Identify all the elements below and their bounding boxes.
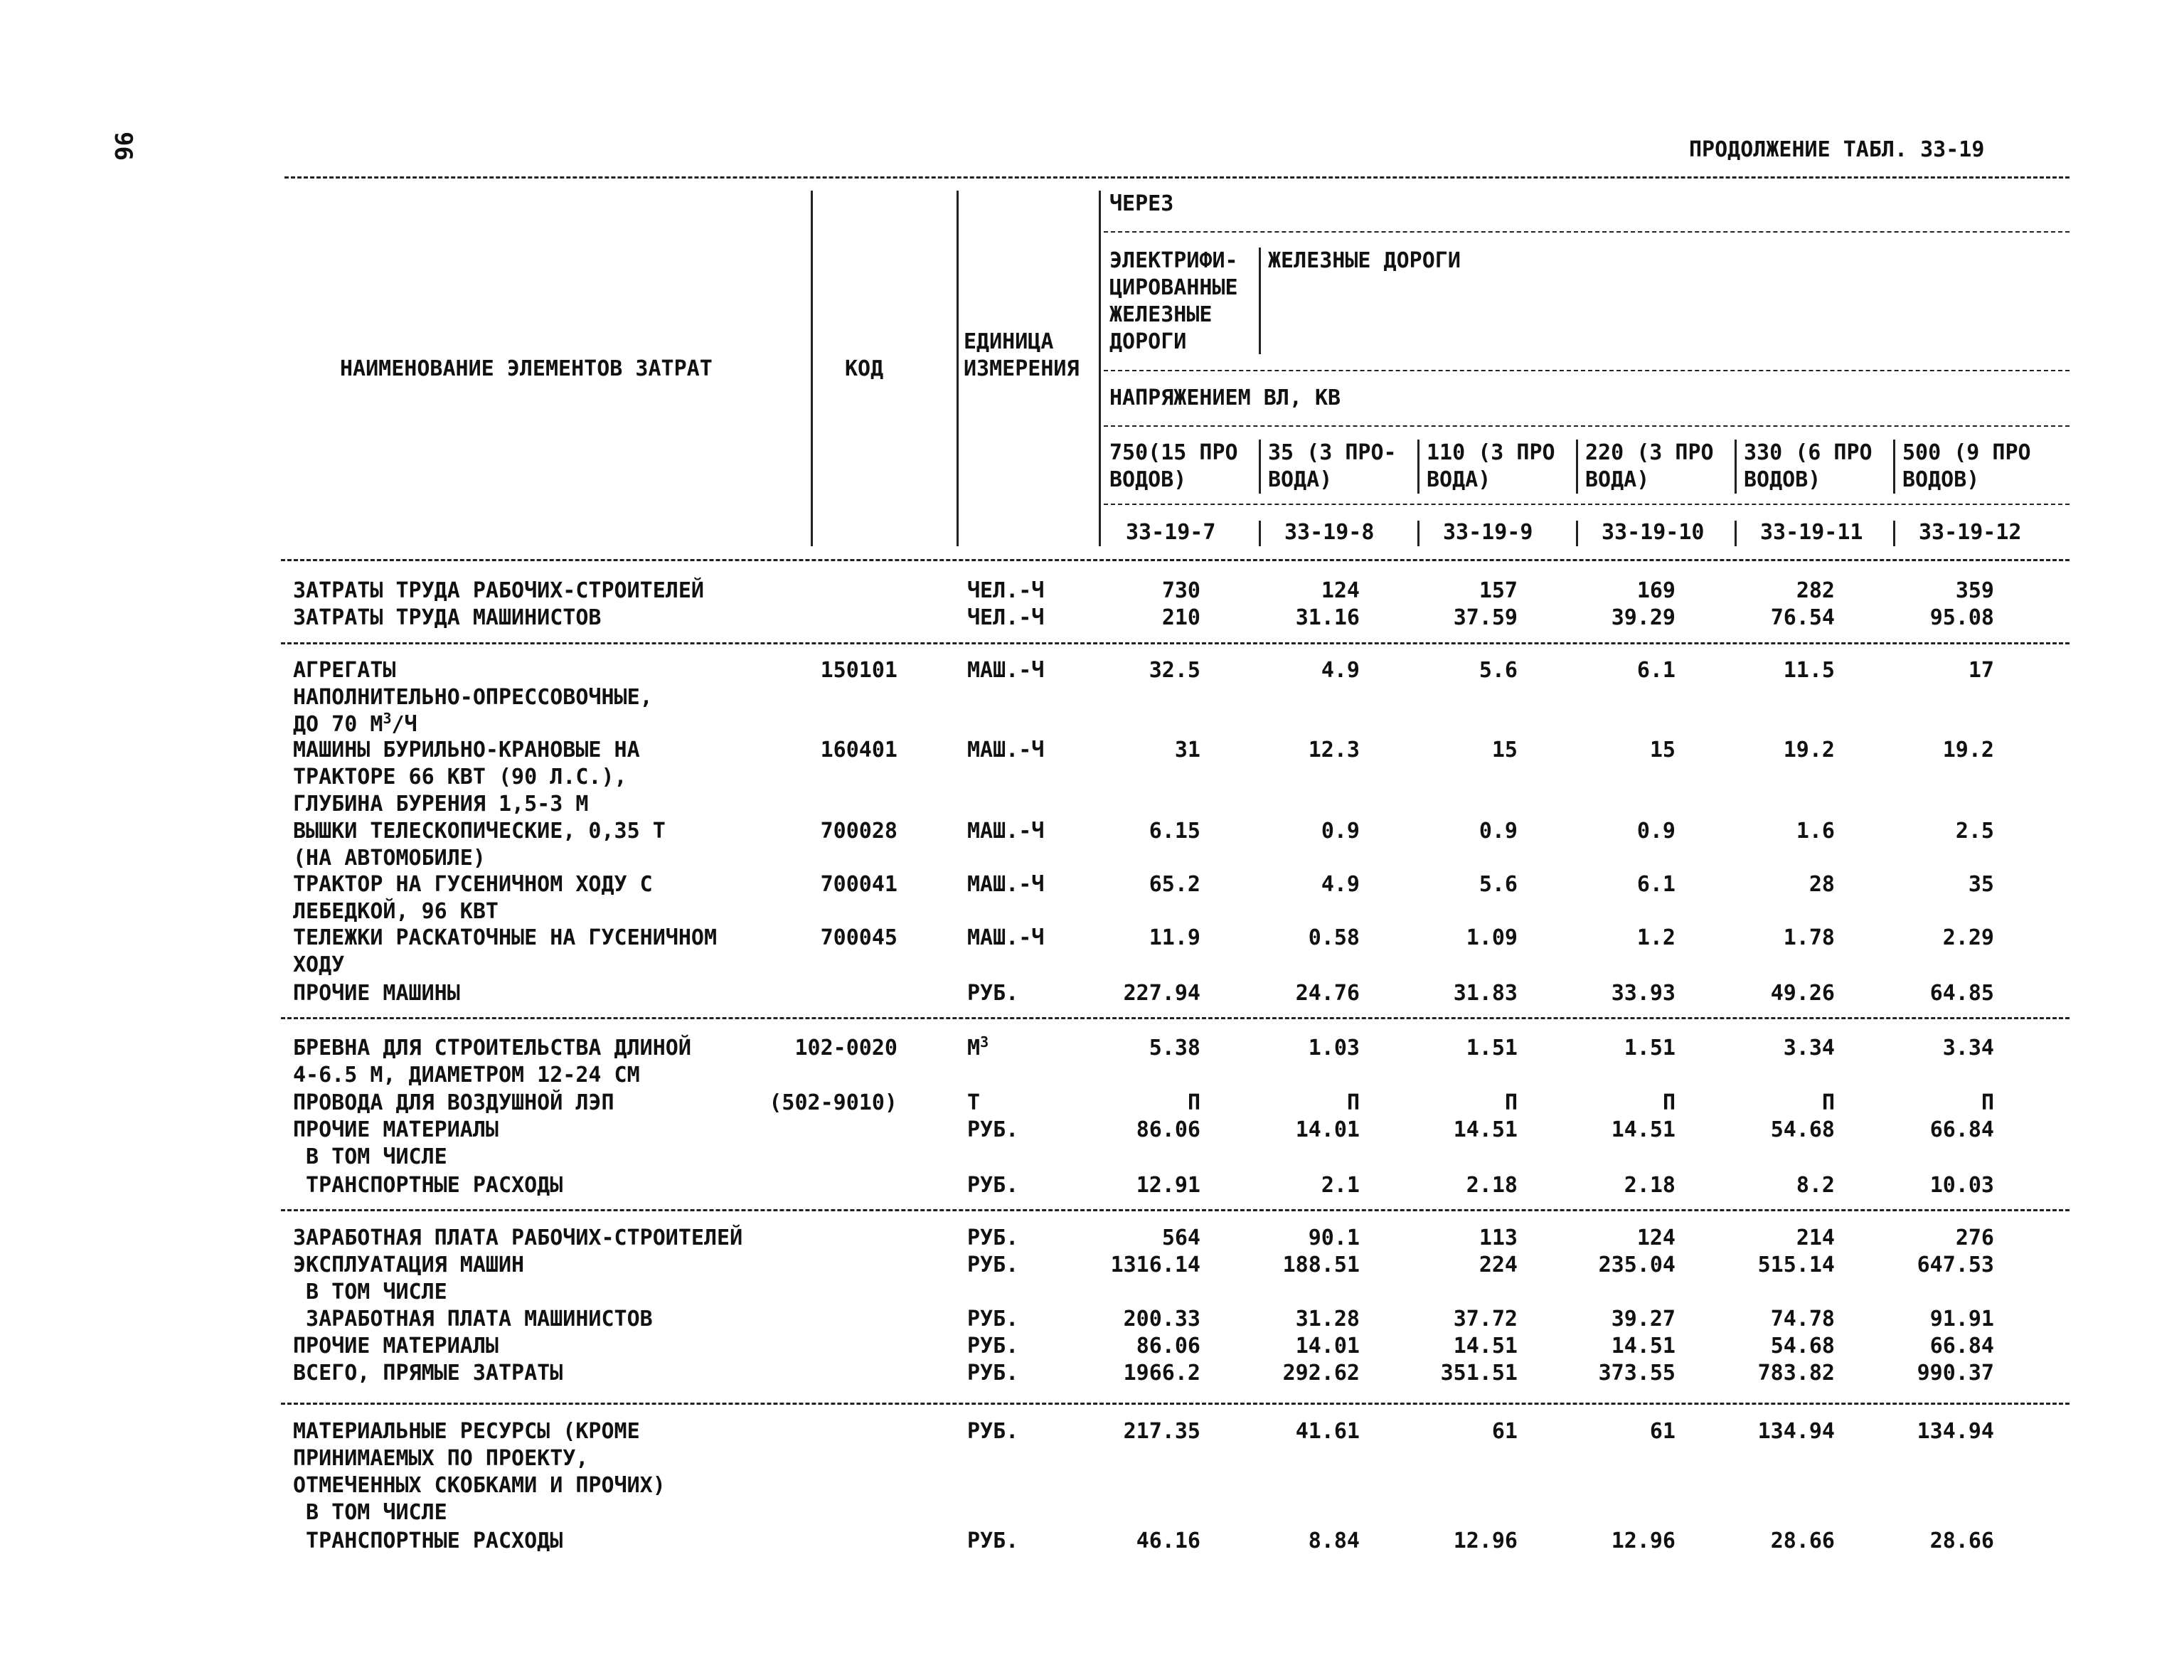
row-value: 1966.2 [1123,1361,1200,1386]
row-value: 515.14 [1757,1253,1835,1277]
row-value: 2.29 [1942,925,1994,950]
row-value: 76.54 [1770,605,1835,630]
row-name-line: ПРОЧИЕ МАШИНЫ [293,981,460,1006]
row-name-line: ТРАНСПОРТНЫЕ РАСХОДЫ [293,1173,563,1198]
col-code-4: 33-19-10 [1602,520,1705,545]
row-unit: РУБ. [967,1334,1019,1359]
row-value: 28.66 [1770,1529,1835,1553]
row-name-line: ПРОЧИЕ МАТЕРИАЛЫ [293,1334,499,1359]
header-elec-rail-2: ЦИРОВАННЫЕ [1109,275,1238,300]
header-divider [1259,521,1261,546]
row-value: 1.09 [1466,925,1518,950]
row-value: 1.6 [1796,819,1835,844]
header-divider [811,191,813,546]
row-value: 91.91 [1929,1307,1994,1331]
row-value: 39.29 [1611,605,1676,630]
header-elec-rail-4: ДОРОГИ [1109,329,1187,354]
header-rule [1104,231,2070,233]
row-code: 102-0020 [794,1036,897,1060]
row-name-line: ТРАНСПОРТНЫЕ РАСХОДЫ [293,1529,563,1553]
row-value: 46.16 [1136,1529,1200,1553]
page-number: 96 [109,132,137,161]
header-rule [1104,504,2070,505]
row-value: П [1662,1090,1676,1115]
row-code: 700041 [820,872,897,897]
row-value: 66.84 [1929,1334,1994,1359]
row-value: 12.96 [1611,1529,1676,1553]
row-value: 564 [1161,1226,1200,1250]
row-unit: РУБ. [967,981,1019,1006]
row-value: 54.68 [1770,1117,1835,1142]
row-code: (502-9010) [769,1090,897,1115]
row-unit: МАШ.-Ч [967,738,1045,762]
row-name-line: МАШИНЫ БУРИЛЬНО-КРАНОВЫЕ НА [293,738,640,762]
header-through: ЧЕРЕЗ [1109,191,1174,216]
row-value: 8.84 [1308,1529,1360,1553]
row-value: 647.53 [1917,1253,1994,1277]
header-divider [1259,440,1261,494]
row-value: 2.1 [1321,1173,1360,1198]
row-value: 31 [1174,738,1200,762]
row-value: 64.85 [1929,981,1994,1006]
row-value: 235.04 [1598,1253,1676,1277]
header-divider [1735,440,1737,494]
row-name-line: ОТМЕЧЕННЫХ СКОБКАМИ И ПРОЧИХ) [293,1473,666,1498]
row-name-line: В ТОМ ЧИСЛЕ [293,1500,447,1525]
row-name-line: ВСЕГО, ПРЯМЫЕ ЗАТРАТЫ [293,1361,563,1386]
row-value: 37.59 [1453,605,1518,630]
row-value: 1.51 [1466,1036,1518,1060]
table-caption: ПРОДОЛЖЕНИЕ ТАБЛ. 33-19 [1689,137,1985,162]
col-code-2: 33-19-8 [1284,520,1375,545]
row-value: 6.1 [1636,872,1676,897]
row-name-line: ТРАКТОР НА ГУСЕНИЧНОМ ХОДУ С [293,872,653,897]
row-unit: РУБ. [967,1419,1019,1444]
row-name-line: ВЫШКИ ТЕЛЕСКОПИЧЕСКИЕ, 0,35 Т [293,819,666,844]
col-header-1-line2: ВОДОВ) [1109,467,1187,492]
row-value: 11.9 [1149,925,1200,950]
row-value: 19.2 [1942,738,1994,762]
row-value: 19.2 [1783,738,1835,762]
header-divider [1893,440,1895,494]
col-code-1: 33-19-7 [1126,520,1216,545]
row-value: 14.51 [1611,1334,1676,1359]
col-header-4-line2: ВОДА) [1585,467,1650,492]
row-name-line: ДО 70 $М^3/Ч$ [293,710,417,737]
row-value: 224 [1479,1253,1518,1277]
row-value: 61 [1649,1419,1676,1444]
row-value: 227.94 [1123,981,1200,1006]
row-value: 61 [1491,1419,1518,1444]
row-value: 0.9 [1636,819,1676,844]
row-name-line: ПРИНИМАЕМЫХ ПО ПРОЕКТУ, [293,1446,589,1471]
row-value: 4.9 [1321,872,1360,897]
row-name-line: АГРЕГАТЫ [293,658,396,683]
row-value: 2.18 [1466,1173,1518,1198]
row-value: 5.38 [1149,1036,1200,1060]
row-unit: МАШ.-Ч [967,872,1045,897]
row-name-line: МАТЕРИАЛЬНЫЕ РЕСУРСЫ (КРОМЕ [293,1419,640,1444]
row-value: 217.35 [1123,1419,1200,1444]
row-value: П [1346,1090,1360,1115]
header-divider [1417,521,1419,546]
row-value: 6.15 [1149,819,1200,844]
row-value: 0.9 [1321,819,1360,844]
row-value: 14.51 [1453,1334,1518,1359]
row-value: 65.2 [1149,872,1200,897]
header-rail: ЖЕЛЕЗНЫЕ ДОРОГИ [1268,248,1461,273]
row-name-line: БРЕВНА ДЛЯ СТРОИТЕЛЬСТВА ДЛИНОЙ [293,1036,691,1060]
rule-header-bottom [281,559,2070,561]
rule-section [281,1017,2070,1019]
row-value: 2.18 [1624,1173,1676,1198]
row-value: 11.5 [1783,658,1835,683]
row-value: 12.3 [1308,738,1360,762]
header-rule [1104,425,2070,427]
row-value: 8.2 [1796,1173,1835,1198]
col-header-5-line2: ВОДОВ) [1744,467,1821,492]
row-value: 35 [1968,872,1994,897]
header-divider [1576,440,1578,494]
row-value: 6.1 [1636,658,1676,683]
rule-section [281,642,2070,644]
row-name-line: ПРОВОДА ДЛЯ ВОЗДУШНОЙ ЛЭП [293,1090,614,1115]
row-unit: РУБ. [967,1529,1019,1553]
row-value: 783.82 [1757,1361,1835,1386]
row-value: 214 [1796,1226,1835,1250]
col-code-3: 33-19-9 [1443,520,1533,545]
row-value: 1.2 [1636,925,1676,950]
header-divider [1576,521,1578,546]
row-value: 292.62 [1282,1361,1360,1386]
row-value: 15 [1491,738,1518,762]
row-value: 28 [1809,872,1835,897]
rule-section [281,1209,2070,1211]
row-value: 14.51 [1453,1117,1518,1142]
row-name-line: НАПОЛНИТЕЛЬНО-ОПРЕССОВОЧНЫЕ, [293,685,653,710]
header-name: НАИМЕНОВАНИЕ ЭЛЕМЕНТОВ ЗАТРАТ [340,356,713,381]
row-value: 134.94 [1917,1419,1994,1444]
row-value: 113 [1479,1226,1518,1250]
row-value: 95.08 [1929,605,1994,630]
row-name-line: ЗАТРАТЫ ТРУДА РАБОЧИХ-СТРОИТЕЛЕЙ [293,578,704,603]
row-unit: РУБ. [967,1226,1019,1250]
row-value: 359 [1955,578,1994,603]
rule-section [281,1403,2070,1405]
row-name-line: ЛЕБЕДКОЙ, 96 КВТ [293,899,499,924]
row-unit: РУБ. [967,1173,1019,1198]
row-value: 351.51 [1440,1361,1518,1386]
row-value: 14.01 [1295,1117,1360,1142]
row-name-line: ЗАРАБОТНАЯ ПЛАТА МАШИНИСТОВ [293,1307,653,1331]
row-value: 90.1 [1308,1226,1360,1250]
row-value: 37.72 [1453,1307,1518,1331]
row-value: 33.93 [1611,981,1676,1006]
row-unit: РУБ. [967,1253,1019,1277]
row-unit: МАШ.-Ч [967,925,1045,950]
row-value: П [1187,1090,1200,1115]
row-value: 24.76 [1295,981,1360,1006]
row-unit: РУБ. [967,1307,1019,1331]
row-value: 210 [1161,605,1200,630]
row-value: 1.78 [1783,925,1835,950]
row-value: 200.33 [1123,1307,1200,1331]
col-header-1-line1: 750(15 ПРО [1109,440,1238,465]
row-unit: $М^3$ [967,1033,989,1060]
col-header-2-line1: 35 (3 ПРО- [1268,440,1397,465]
row-value: 12.91 [1136,1173,1200,1198]
row-code: 160401 [820,738,897,762]
row-value: 15 [1649,738,1676,762]
header-divider [1417,440,1419,494]
row-name-line: ЗАТРАТЫ ТРУДА МАШИНИСТОВ [293,605,602,630]
header-elec-rail-3: ЖЕЛЕЗНЫЕ [1109,302,1213,327]
row-value: 1.03 [1308,1036,1360,1060]
row-value: 5.6 [1479,872,1518,897]
row-name-line: (НА АВТОМОБИЛЕ) [293,846,486,871]
row-value: П [1504,1090,1518,1115]
row-value: 157 [1479,578,1518,603]
col-header-4-line1: 220 (3 ПРО [1585,440,1714,465]
row-value: 1.51 [1624,1036,1676,1060]
row-value: 31.28 [1295,1307,1360,1331]
row-value: 86.06 [1136,1117,1200,1142]
row-name-line: ГЛУБИНА БУРЕНИЯ 1,5-3 М [293,792,589,817]
col-header-5-line1: 330 (6 ПРО [1744,440,1873,465]
row-unit: Т [967,1090,981,1115]
row-value: 3.34 [1942,1036,1994,1060]
row-unit: РУБ. [967,1117,1019,1142]
header-divider [1099,191,1101,546]
col-header-3-line2: ВОДА) [1427,467,1491,492]
row-name-line: В ТОМ ЧИСЛЕ [293,1280,447,1304]
row-value: 31.83 [1453,981,1518,1006]
header-divider [1259,248,1261,354]
row-value: 124 [1321,578,1360,603]
row-value: 4.9 [1321,658,1360,683]
col-code-5: 33-19-11 [1760,520,1863,545]
col-header-3-line1: 110 (3 ПРО [1427,440,1555,465]
row-name-line: ТЕЛЕЖКИ РАСКАТОЧНЫЕ НА ГУСЕНИЧНОМ [293,925,718,950]
row-value: П [1821,1090,1835,1115]
row-value: 134.94 [1757,1419,1835,1444]
header-divider [957,191,959,546]
row-name-line: В ТОМ ЧИСЛЕ [293,1144,447,1169]
row-value: 124 [1636,1226,1676,1250]
row-value: 188.51 [1282,1253,1360,1277]
row-code: 150101 [820,658,897,683]
row-value: 39.27 [1611,1307,1676,1331]
row-value: П [1981,1090,1994,1115]
row-value: 28.66 [1929,1529,1994,1553]
row-unit: ЧЕЛ.-Ч [967,578,1045,603]
row-value: 0.9 [1479,819,1518,844]
row-name-line: 4-6.5 М, ДИАМЕТРОМ 12-24 СМ [293,1063,640,1088]
row-unit: МАШ.-Ч [967,819,1045,844]
header-code: КОД [845,356,884,381]
row-value: 990.37 [1917,1361,1994,1386]
row-value: 5.6 [1479,658,1518,683]
row-unit: МАШ.-Ч [967,658,1045,683]
row-name-line: ТРАКТОРЕ 66 КВТ (90 Л.С.), [293,765,627,790]
header-rule [1104,370,2070,371]
row-value: 74.78 [1770,1307,1835,1331]
header-divider [1735,521,1737,546]
row-name-line: ПРОЧИЕ МАТЕРИАЛЫ [293,1117,499,1142]
row-value: 0.58 [1308,925,1360,950]
row-name-line: ЗАРАБОТНАЯ ПЛАТА РАБОЧИХ-СТРОИТЕЛЕЙ [293,1226,743,1250]
header-divider [1893,521,1895,546]
row-value: 31.16 [1295,605,1360,630]
row-name-line: ХОДУ [293,952,345,977]
row-value: 276 [1955,1226,1994,1250]
header-elec-rail-1: ЭЛЕКТРИФИ- [1109,248,1238,273]
row-code: 700028 [820,819,897,844]
row-value: 3.34 [1783,1036,1835,1060]
row-value: 41.61 [1295,1419,1360,1444]
row-value: 86.06 [1136,1334,1200,1359]
rule-top [284,176,2070,179]
row-value: 169 [1636,578,1676,603]
row-unit: РУБ. [967,1361,1019,1386]
row-value: 2.5 [1955,819,1994,844]
header-voltage: НАПРЯЖЕНИЕМ ВЛ, КВ [1109,386,1341,410]
col-header-2-line2: ВОДА) [1268,467,1333,492]
row-value: 32.5 [1149,658,1200,683]
row-value: 10.03 [1929,1173,1994,1198]
row-unit: ЧЕЛ.-Ч [967,605,1045,630]
row-code: 700045 [820,925,897,950]
row-value: 17 [1968,658,1994,683]
col-code-6: 33-19-12 [1919,520,2022,545]
row-value: 14.01 [1295,1334,1360,1359]
row-value: 49.26 [1770,981,1835,1006]
col-header-6-line1: 500 (9 ПРО [1902,440,2031,465]
col-header-6-line2: ВОДОВ) [1902,467,1980,492]
row-value: 730 [1161,578,1200,603]
row-value: 282 [1796,578,1835,603]
row-value: 373.55 [1598,1361,1676,1386]
row-value: 66.84 [1929,1117,1994,1142]
header-unit-1: ЕДИНИЦА [964,329,1054,354]
row-name-line: ЭКСПЛУАТАЦИЯ МАШИН [293,1253,525,1277]
header-unit-2: ИЗМЕРЕНИЯ [964,356,1080,381]
row-value: 54.68 [1770,1334,1835,1359]
row-value: 1316.14 [1110,1253,1200,1277]
row-value: 14.51 [1611,1117,1676,1142]
row-value: 12.96 [1453,1529,1518,1553]
